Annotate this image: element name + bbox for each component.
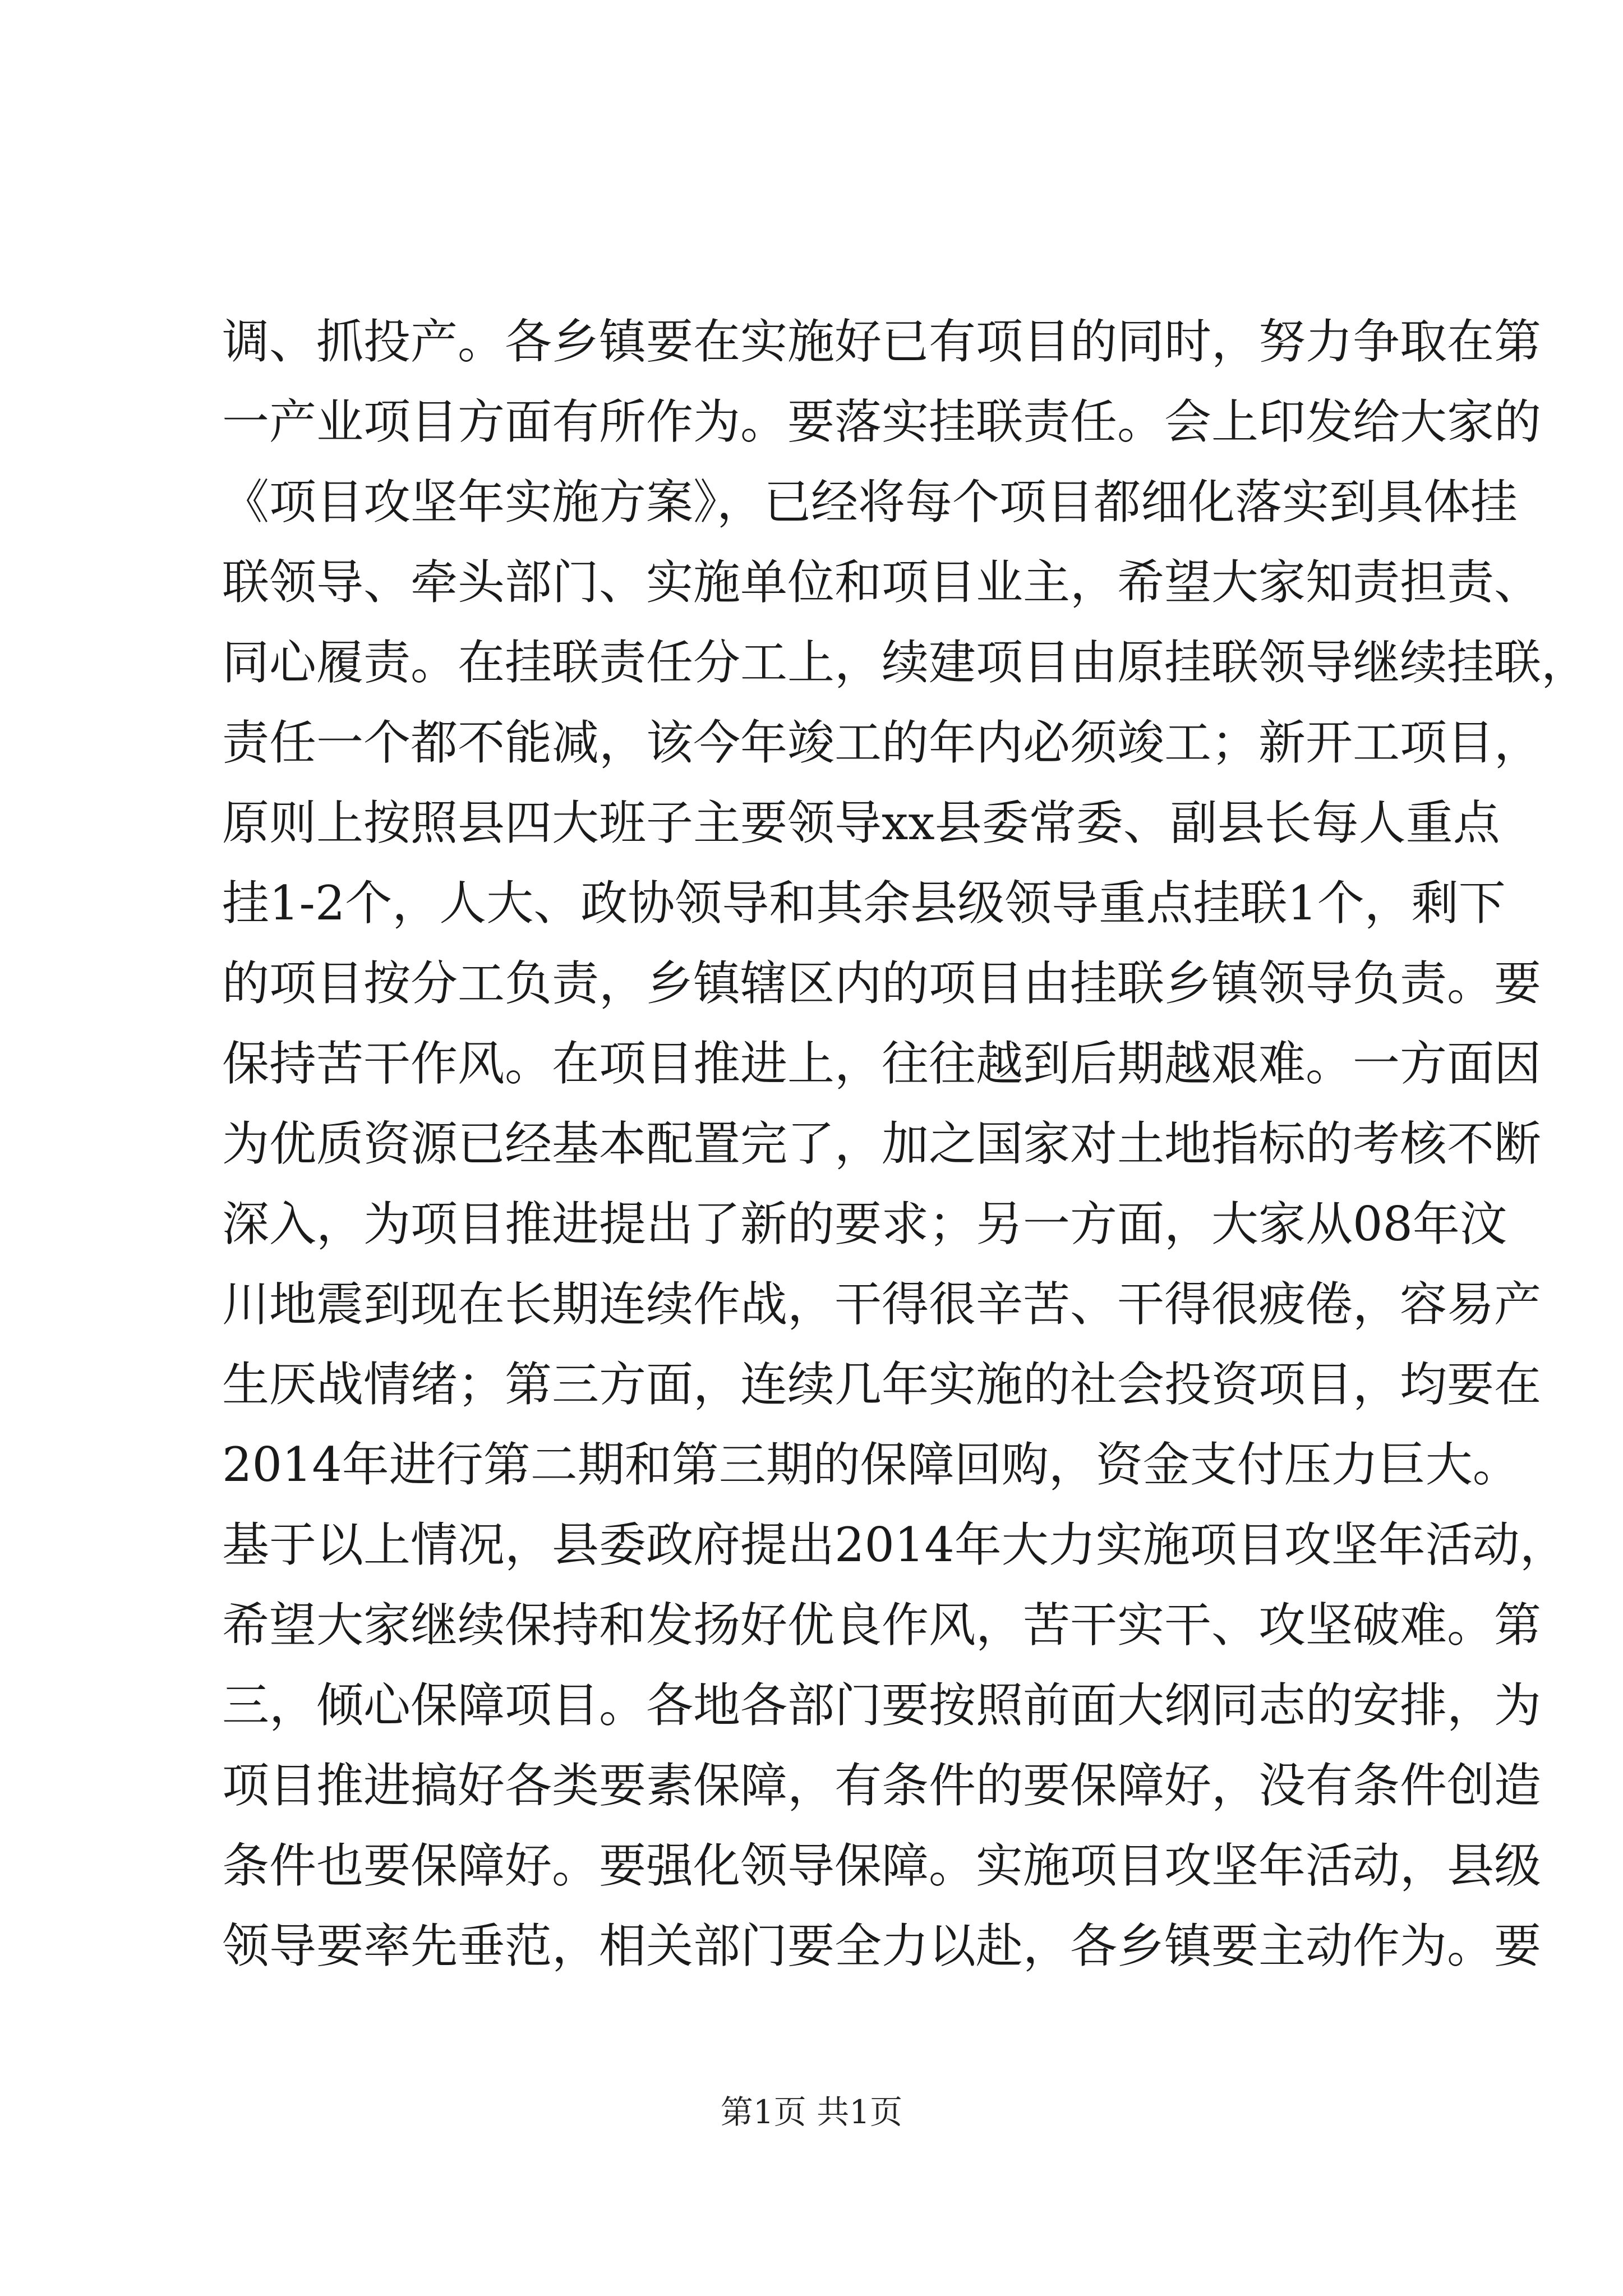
text-line: 生厌战情绪；第三方面，连续几年实施的社会投资项目，均要在 [222,1357,1542,1412]
text-line: 责任一个都不能减，该今年竣工的年内必须竣工；新开工项目， [222,715,1542,770]
text-line: 原则上按照县四大班子主要领导xx县委常委、副县长每人重点 [222,795,1500,850]
text-line: 保持苦干作风。在项目推进上，往往越到后期越艰难。一方面因 [222,1036,1542,1091]
text-line: 2014年进行第二期和第三期的保障回购，资金支付压力巨大。 [222,1437,1520,1492]
page-footer [0,2090,1623,2134]
document-body [222,302,1589,1986]
page-number-label: 第1页 共1页 [720,2093,903,2131]
text-line: 川地震到现在长期连续作战，干得很辛苦、干得很疲倦，容易产 [222,1277,1542,1332]
text-line: 《项目攻坚年实施方案》，已经将每个项目都细化落实到具体挂 [222,475,1518,530]
text-line: 条件也要保障好。要强化领导保障。实施项目攻坚年活动，县级 [222,1838,1542,1893]
text-line: 一产业项目方面有所作为。要落实挂联责任。会上印发给大家的 [222,394,1542,449]
text-line: 挂1-2个，人大、政协领导和其余县级领导重点挂联1个，剩下 [222,876,1506,931]
text-line: 同心履责。在挂联责任分工上，续建项目由原挂联领导继续挂联， [222,635,1589,690]
text-line: 三，倾心保障项目。各地各部门要按照前面大纲同志的安排，为 [222,1678,1542,1733]
text-line: 项目推进搞好各类要素保障，有条件的要保障好，没有条件创造 [222,1758,1542,1813]
text-line: 基于以上情况，县委政府提出2014年大力实施项目攻坚年活动， [222,1517,1567,1572]
text-line: 深入，为项目推进提出了新的要求；另一方面，大家从08年汶 [222,1197,1507,1251]
text-line: 的项目按分工负责，乡镇辖区内的项目由挂联乡镇领导负责。要 [222,956,1542,1011]
text-line: 希望大家继续保持和发扬好优良作风，苦干实干、攻坚破难。第 [222,1598,1542,1653]
text-line: 为优质资源已经基本配置完了，加之国家对土地指标的考核不断 [222,1116,1542,1171]
text-line: 领导要率先垂范，相关部门要全力以赴，各乡镇要主动作为。要 [222,1918,1542,1973]
text-line: 调、抓投产。各乡镇要在实施好已有项目的同时，努力争取在第 [222,314,1542,369]
text-line: 联领导、牵头部门、实施单位和项目业主，希望大家知责担责、 [222,555,1542,610]
